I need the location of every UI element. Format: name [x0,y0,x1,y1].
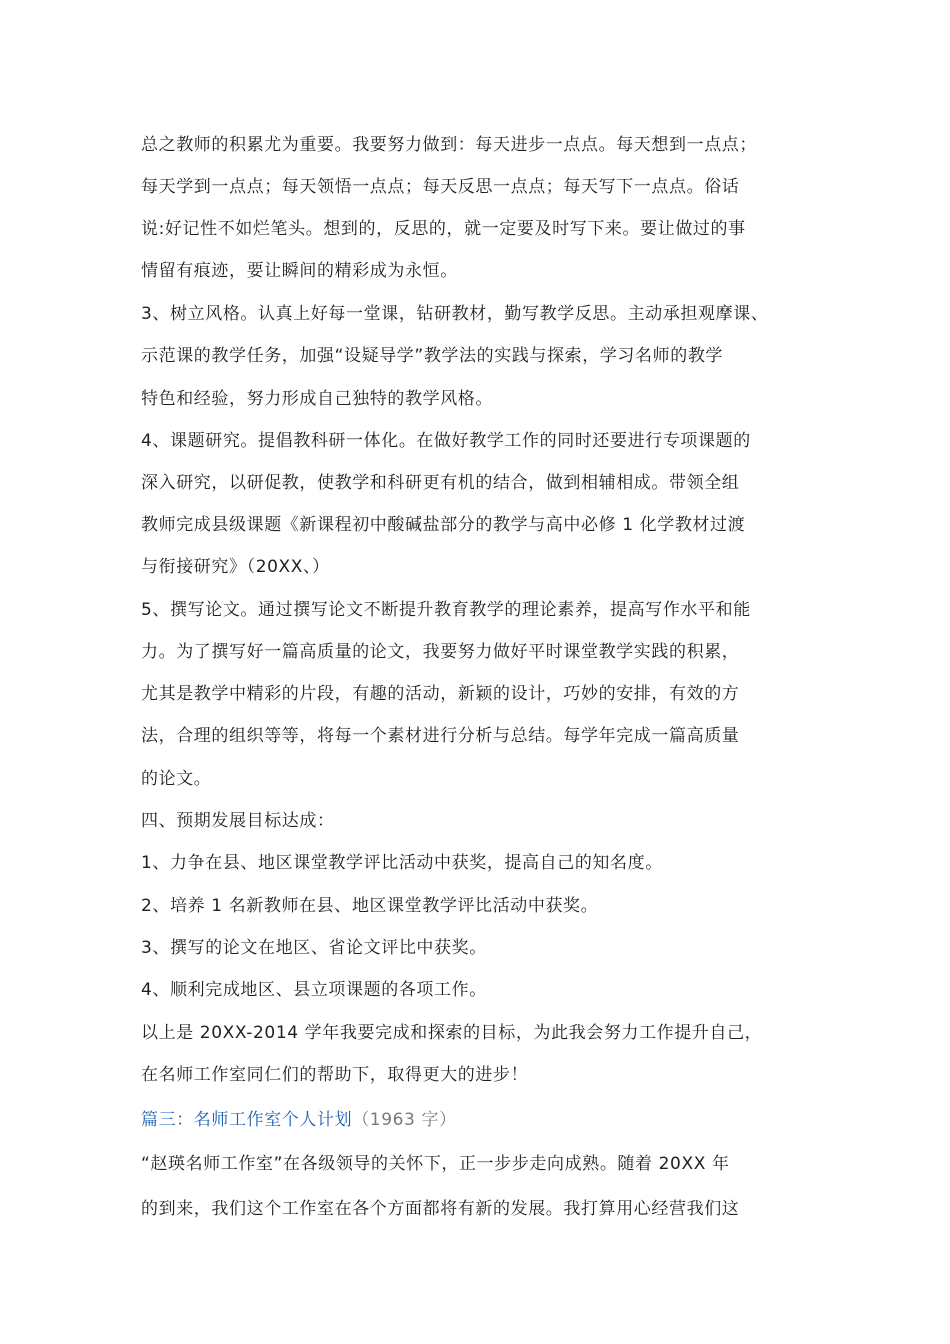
text-line: 每天学到一点点；每天领悟一点点；每天反思一点点；每天写下一点点。俗话 [141,177,740,197]
goal-item: 4、顺利完成地区、县立项课题的各项工作。 [141,980,487,1000]
text-line: 5、撰写论文。通过撰写论文不断提升教育教学的理论素养，提高写作水平和能 [141,600,751,620]
text-line: 说:好记性不如烂笔头。想到的，反思的，就一定要及时写下来。要让做过的事 [141,219,746,239]
text-line: “赵瑛名师工作室”在各级领导的关怀下，正一步步走向成熟。随着 20XX 年 [141,1154,730,1174]
article-heading [141,1108,457,1132]
goal-item: 2、培养 1 名新教师在县、地区课堂教学评比活动中获奖。 [141,896,599,916]
section-heading: 四、预期发展目标达成： [141,811,335,831]
text-line: 深入研究，以研促教，使教学和科研更有机的结合，做到相辅相成。带领全组 [141,473,740,493]
word-count: （1963 字） [352,1110,457,1130]
text-line: 的论文。 [141,769,212,789]
text-line: 示范课的教学任务，加强“设疑导学”教学法的实践与探索，学习名师的教学 [141,346,724,366]
text-line: 教师完成县级课题《新课程初中酸碱盐部分的教学与高中必修 1 化学教材过渡 [141,515,746,535]
article-title: 篇三：名师工作室个人计划 [141,1110,353,1130]
goal-item: 1、力争在县、地区课堂教学评比活动中获奖，提高自己的知名度。 [141,853,663,873]
text-line: 与衔接研究》（20XX、） [141,557,330,577]
text-line: 在名师工作室同仁们的帮助下，取得更大的进步！ [141,1065,529,1085]
text-line: 3、树立风格。认真上好每一堂课，钻研教材，勤写教学反思。主动承担观摩课、 [141,304,769,324]
text-line: 以上是 20XX-2014 学年我要完成和探索的目标，为此我会努力工作提升自己， [141,1023,763,1043]
text-line: 尤其是教学中精彩的片段，有趣的活动，新颖的设计，巧妙的安排，有效的方 [141,684,740,704]
text-line: 总之教师的积累尤为重要。我要努力做到：每天进步一点点。每天想到一点点； [141,135,757,155]
text-line: 力。为了撰写好一篇高质量的论文，我要努力做好平时课堂教学实践的积累， [141,642,740,662]
text-line: 法，合理的组织等等，将每一个素材进行分析与总结。每学年完成一篇高质量 [141,726,740,746]
goal-item: 3、撰写的论文在地区、省论文评比中获奖。 [141,938,487,958]
text-line: 特色和经验，努力形成自己独特的教学风格。 [141,389,493,409]
text-line: 4、课题研究。提倡教科研一体化。在做好教学工作的同时还要进行专项课题的 [141,431,751,451]
text-line: 的到来，我们这个工作室在各个方面都将有新的发展。我打算用心经营我们这 [141,1199,740,1219]
text-line: 情留有痕迹，要让瞬间的精彩成为永恒。 [141,261,458,281]
